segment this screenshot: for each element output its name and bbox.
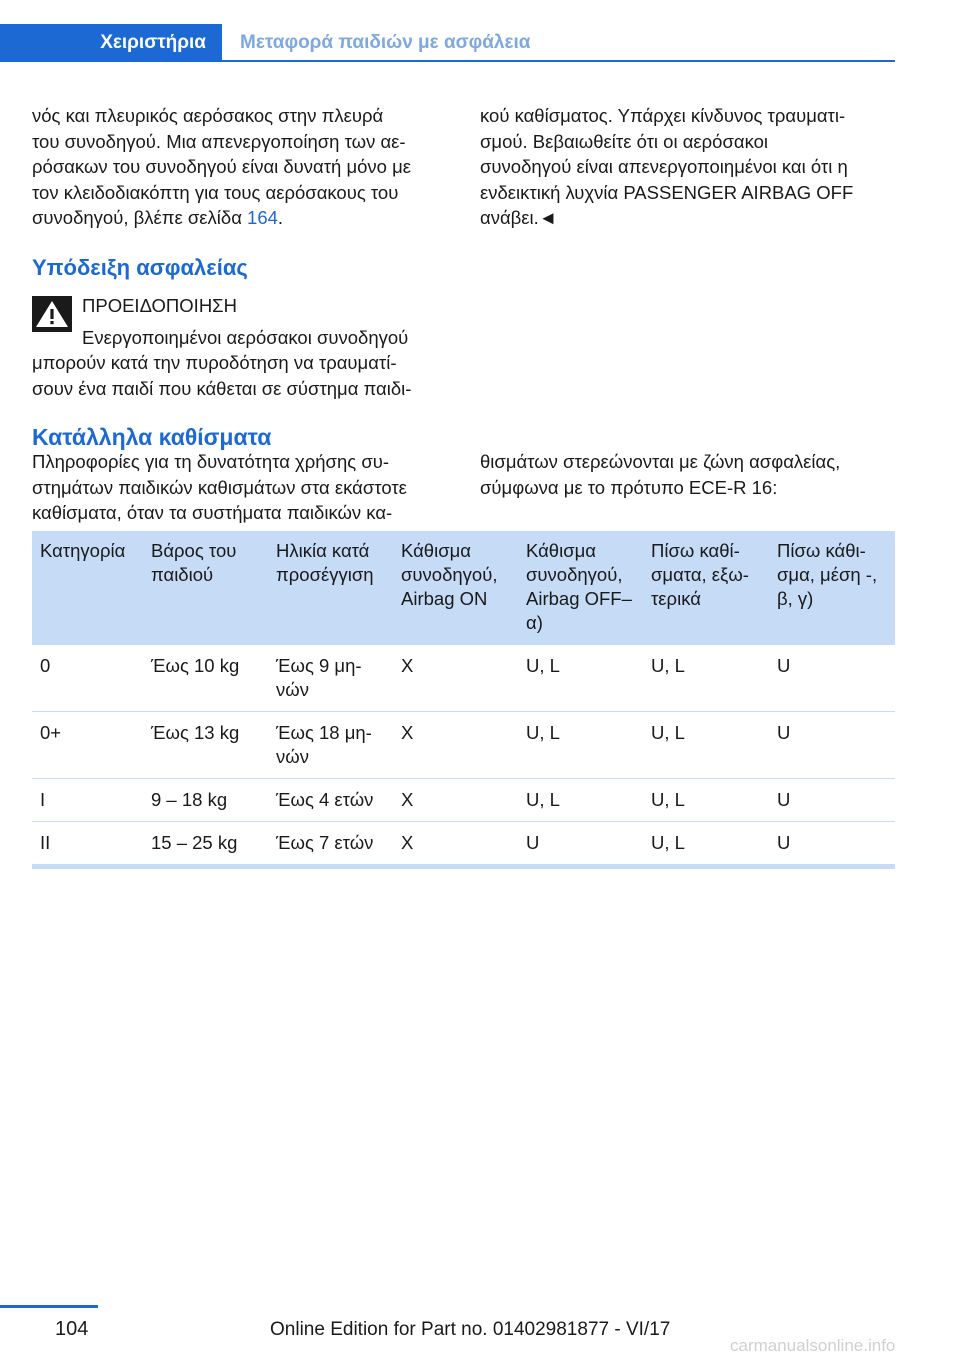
table-cell: II: [32, 822, 143, 867]
table-cell: Έως 18 μη‐ νών: [268, 712, 393, 779]
text-line: σουν ένα παιδί που κάθεται σε σύστημα παιδι‐: [32, 377, 412, 399]
col-header-weight: Βάρος του παιδιού: [143, 531, 268, 645]
col-header-passenger-airbag-off: Κάθισμα συνοδηγού, Airbag OFF– α): [518, 531, 643, 645]
text-line: θισμάτων στερεώνονται με ζώνη ασφαλείας,: [480, 451, 841, 472]
page-reference-link[interactable]: 164: [247, 207, 278, 228]
table-cell: X: [393, 822, 518, 867]
left-column-text: [32, 103, 452, 231]
table-cell: X: [393, 645, 518, 712]
footer-accent-line: [0, 1305, 98, 1308]
text-line: ανάβει.◄: [480, 207, 558, 228]
table-cell: U, L: [643, 712, 769, 779]
table-cell: Έως 9 μη‐ νών: [268, 645, 393, 712]
table-cell: Έως 4 ετών: [268, 779, 393, 822]
table-cell: U, L: [518, 712, 643, 779]
child-seat-suitability-table: [32, 531, 895, 869]
text-line: σύμφωνα με το πρότυπο ECE-R 16:: [480, 476, 778, 498]
warning-text-line: Ενεργοποιημένοι αερόσακοι συνοδηγού: [82, 327, 409, 348]
table-cell: U: [769, 779, 895, 822]
table-cell: Έως 10 kg: [143, 645, 268, 712]
text-line: μπορούν κατά την πυροδότηση να τραυματί‐: [32, 352, 397, 373]
top-navigation-bar: [0, 24, 895, 62]
table-row: [32, 779, 895, 822]
seats-intro-right: [480, 449, 900, 500]
text-line: συνοδηγού είναι απενεργοποιημένοι και ότι η: [480, 156, 848, 177]
table-cell: 0: [32, 645, 143, 712]
table-cell: U: [769, 645, 895, 712]
suitable-seats-heading: Κατάλληλα καθίσματα: [32, 424, 272, 450]
table-cell: U, L: [518, 645, 643, 712]
table-cell: U: [518, 822, 643, 867]
text-line: του συνοδηγού. Μια απενεργοποίηση των αε‐: [32, 130, 406, 152]
table-row: [32, 822, 895, 867]
text-line: νός και πλευρικός αερόσακος στην πλευρά: [32, 105, 384, 126]
seats-intro-left: [32, 449, 452, 526]
table-cell: Έως 13 kg: [143, 712, 268, 779]
edition-note: Online Edition for Part no. 01402981877 - VI/17: [270, 1319, 671, 1340]
col-header-rear-middle: Πίσω κάθι‐ σμα, μέση -, β, γ): [769, 531, 895, 645]
table-cell: 15 – 25 kg: [143, 822, 268, 867]
text-line: Πληροφορίες για τη δυνατότητα χρήσης συ‐: [32, 451, 390, 472]
col-header-passenger-airbag-on: Κάθισμα συνοδηγού, Airbag ON: [393, 531, 518, 645]
text-line: [32, 205, 452, 231]
warning-label: ΠΡΟΕΙΔΟΠΟΙΗΣΗ: [82, 295, 237, 316]
page-number: 104: [55, 1318, 89, 1340]
table-header-row: [32, 531, 895, 645]
tab-controls[interactable]: Χειριστήρια: [0, 24, 222, 62]
table-row: [32, 645, 895, 712]
table-cell: 0+: [32, 712, 143, 779]
text-line: ρόσακων του συνοδηγού είναι δυνατή μόνο με: [32, 156, 412, 177]
text-line: κού καθίσματος. Υπάρχει κίνδυνος τραυματι‐: [480, 105, 846, 126]
table-cell: U: [769, 712, 895, 779]
table-cell: U, L: [518, 779, 643, 822]
safety-note-heading: Υπόδειξη ασφαλείας: [32, 255, 248, 280]
text-line: καθίσματα, όταν τα συστήματα παιδικών κα‐: [32, 502, 393, 523]
table-cell: U, L: [643, 822, 769, 867]
table-cell: I: [32, 779, 143, 822]
table-cell: 9 – 18 kg: [143, 779, 268, 822]
warning-text-body: [32, 350, 452, 401]
col-header-age: Ηλικία κατά προσέγγιση: [268, 531, 393, 645]
warning-triangle-icon: [32, 296, 72, 332]
text-line: ενδεικτική λυχνία PASSENGER AIRBAG OFF: [480, 181, 854, 203]
col-header-category: Κατηγορία: [32, 531, 143, 645]
text-fragment: συνοδηγού, βλέπε σελίδα: [32, 207, 248, 228]
watermark: carmanualsonline.info: [730, 1336, 896, 1355]
header-underline: [0, 60, 895, 62]
table-row: [32, 712, 895, 779]
right-column-text: [480, 103, 900, 231]
table-cell: Έως 7 ετών: [268, 822, 393, 867]
text-fragment: .: [277, 207, 284, 228]
text-line: στημάτων παιδικών καθισμάτων στα εκάστοτε: [32, 476, 407, 498]
table-cell: U: [769, 822, 895, 867]
text-line: τον κλειδοδιακόπτη για τους αερόσακους του: [32, 181, 399, 203]
text-line: σμού. Βεβαιωθείτε ότι οι αερόσακοι: [480, 130, 768, 152]
table-cell: U, L: [643, 645, 769, 712]
table-cell: X: [393, 712, 518, 779]
tab-child-transport[interactable]: Μεταφορά παιδιών με ασφάλεια: [240, 32, 531, 53]
col-header-rear-outer: Πίσω καθί‐ σματα, εξω‐ τερικά: [643, 531, 769, 645]
table-cell: X: [393, 779, 518, 822]
table-cell: U, L: [643, 779, 769, 822]
